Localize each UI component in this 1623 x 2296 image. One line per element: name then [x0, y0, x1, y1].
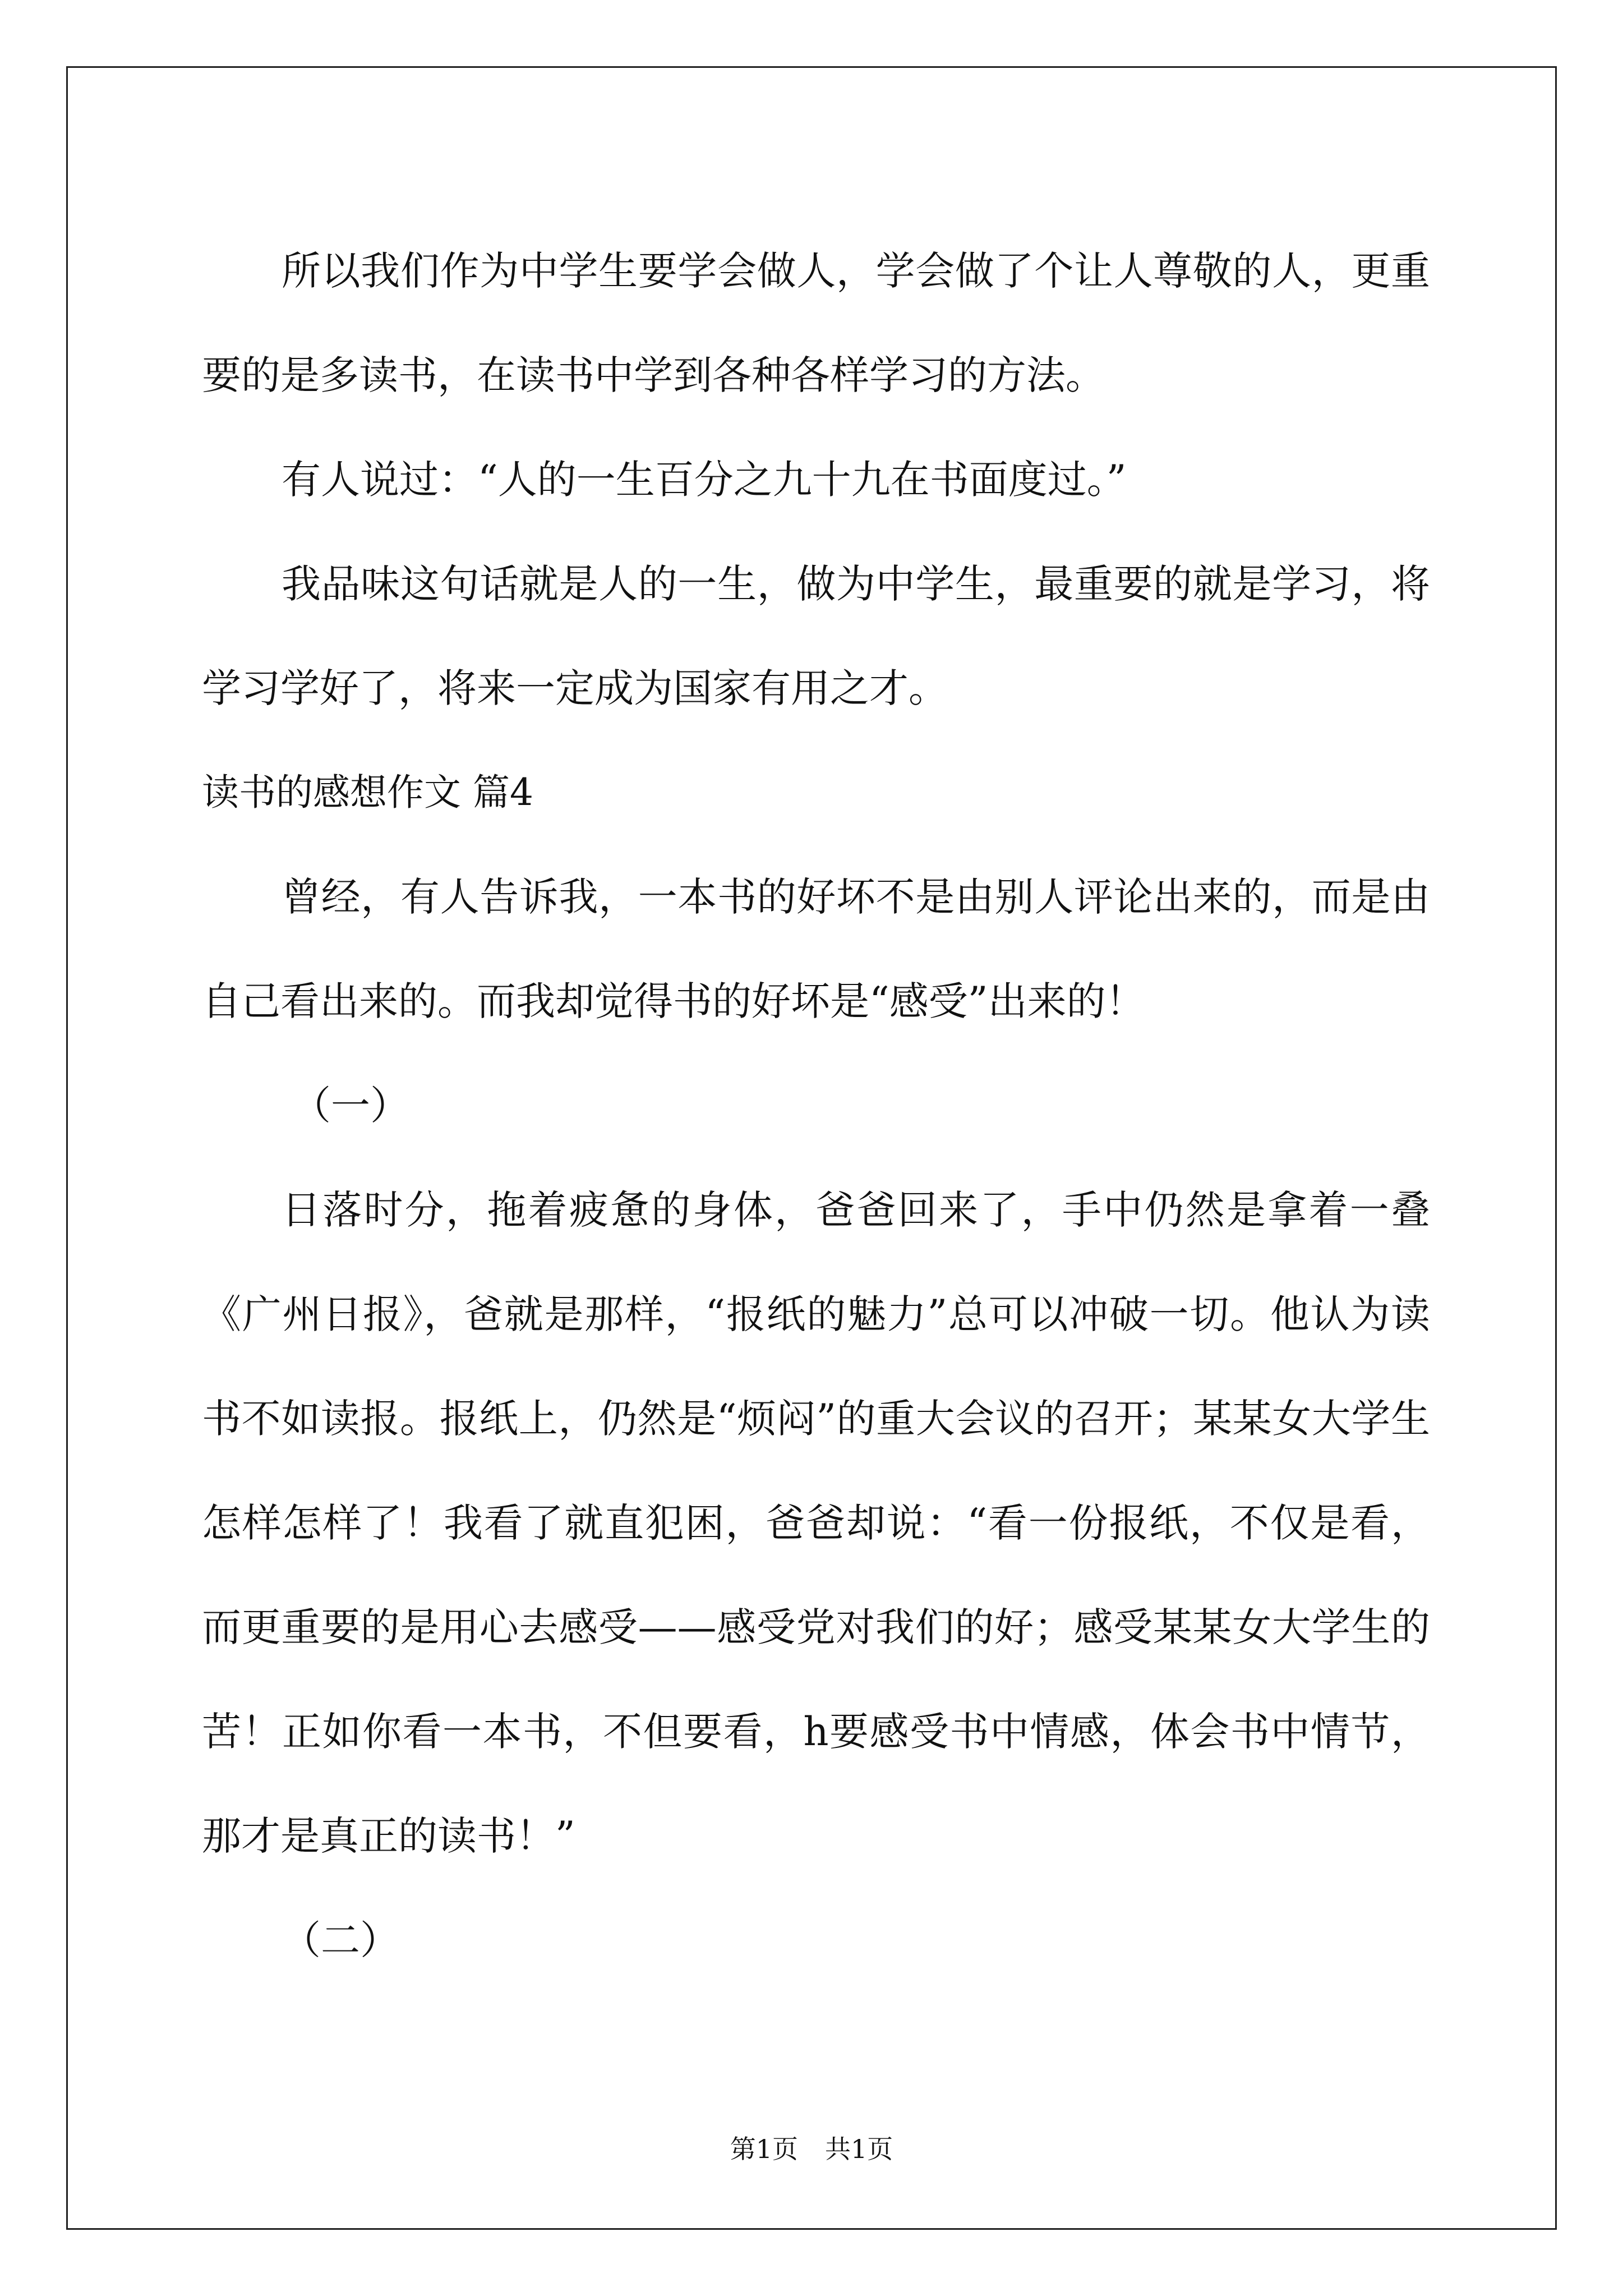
page-number: 第1页 [730, 2134, 798, 2164]
subsection-marker: （一） [292, 1083, 409, 1129]
page-footer [0, 2129, 1623, 2166]
paragraph: 有人说过：“人的一生百分之九十九在书面度过。” [282, 457, 1127, 503]
paragraph: 所以我们作为中学生要学会做人，学会做了个让人尊敬的人，更重要的是多读书，在读书中学到各种各样学习的方法。 [202, 248, 1430, 398]
paragraph: 日落时分，拖着疲惫的身体，爸爸回来了，手中仍然是拿着一叠《广州日报》，爸就是那样，“报纸的魅力”总可以冲破一切。他认为读书不如读报。报纸上，仍然是“烦闷”的重大会议的召开；某某女大学生怎样怎样了！我看了就直犯困，爸爸却说：“看一份报纸，不仅是看，而更重要的是用心去感受——感受党对我们的好；感受某某女大学生的苦！正如你看一本书，不但要看，h要感受书中情感，体会书中情节，那才是真正的读书！” [202, 1187, 1430, 1859]
paragraph: 我品味这句话就是人的一生，做为中学生，最重要的就是学习，将学习学好了，将来一定成为国家有用之才。 [202, 561, 1430, 711]
section-heading: 读书的感想作文 篇4 [202, 771, 533, 814]
paragraph: 曾经，有人告诉我，一本书的好坏不是由别人评论出来的，而是由自己看出来的。而我却觉得书的好坏是“感受”出来的！ [202, 874, 1430, 1024]
page-total: 共1页 [825, 2134, 893, 2164]
document-body [202, 219, 1430, 1993]
subsection-marker: （二） [282, 1917, 399, 1963]
